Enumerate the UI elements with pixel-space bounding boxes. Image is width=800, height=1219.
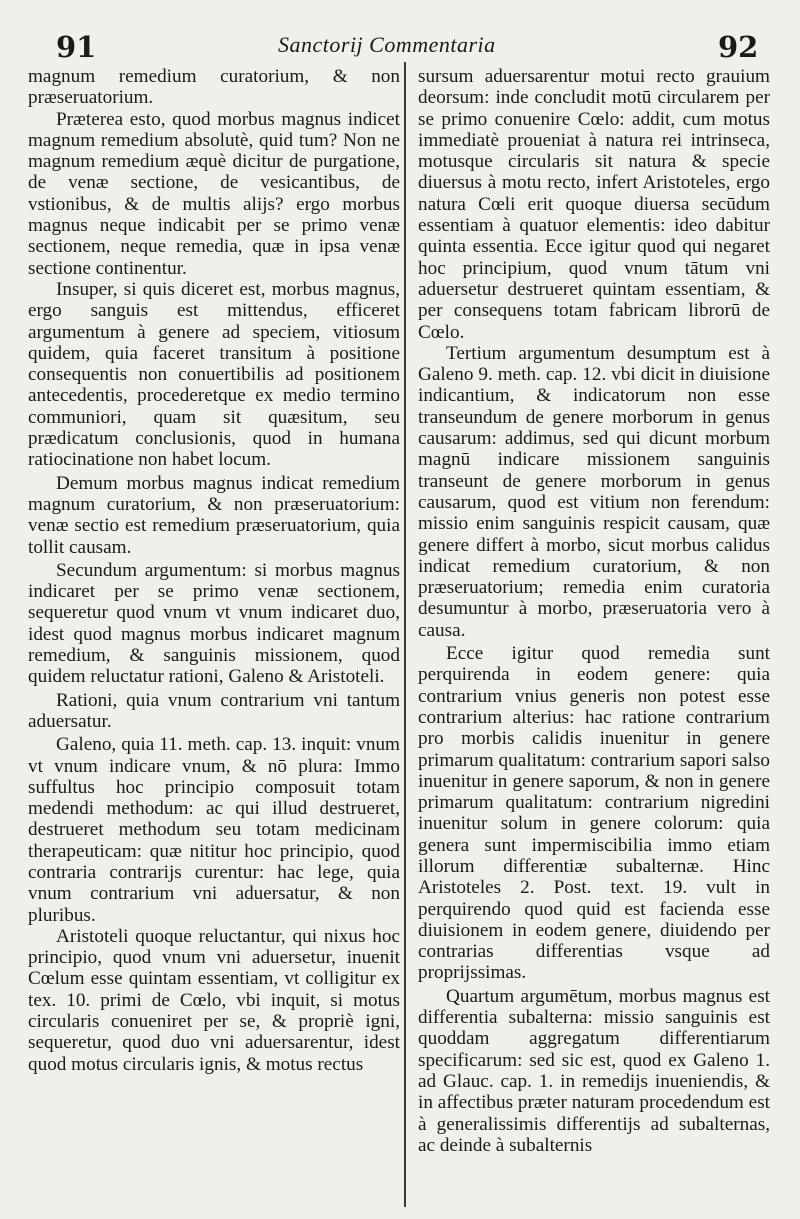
right-page-number: 92 (718, 30, 759, 64)
paragraph: sursum aduersarentur motui recto grauium deorsum: inde concludit motū circularem per se primo conuenire Cœlo: addit, cum motus immediatè proueniat à natura rei intrinseca, motusque circularis sit natura & specie diuersus à motu recto, infert Aristoteles, ergo natura Cœli erit quoque diuersa secūdum essentiam à quatuor elementis: ideo dabitur quinta essentia. Ecce igitur quod qui negaret hoc principium, quod vnum tātum vni aduersetur destrueret quintam essentiam, & per consequens totam fabricam librorū de Cœlo. (418, 66, 770, 343)
left-text-column (28, 66, 400, 1075)
paragraph: Ecce igitur quod remedia sunt perquirenda in eodem genere: quia contrarium vnius generis non potest esse contrarium alterius: hac ratione contrarium pro morbis calidis inuenitur in genere primarum qualitatum: contrarium sapori salso inuenitur in genere saporum, & non in genere primarum qualitatum: contrarium nigredini inuenitur solum in genere colorum: quia genera sunt impermiscibilia immo etiam illorum differentiæ subalternæ. Hinc Aristoteles 2. Post. text. 19. vult in perquirendo quod quid est facienda esse diuisionem in eodem genere, diuidendo per contrarias differentias vsque ad proprijssimas. (418, 643, 770, 984)
right-text-column (418, 66, 770, 1156)
paragraph: Aristoteli quoque reluctantur, qui nixus hoc principio, quod vnum vni aduersetur, inuenit Cœlum esse quintam essentiam, vt colligitur ex tex. 10. primi de Cœlo, vbi inquit, si motus circularis conueniret per se, & propriè igni, sequeretur, quod duo vni aduersarentur, idest quod motus circularis ignis, & motus rectus (28, 925, 400, 1075)
paragraph: Quartum argumētum, morbus magnus est differentia subalterna: missio sanguinis est quoddam aggregatum differentiarum specificarum: sed sic est, quod ex Galeno 1. ad Glauc. cap. 1. in remedijs inueniendis, & in affectibus præter naturam procedendum est à generalissimis differentijs ad subalternas, ac deinde à subalternis (418, 985, 770, 1156)
paragraph: Præterea esto, quod morbus magnus indicet magnum remedium absolutè, quid tum? Non ne magnum remedium æquè dicitur de purgatione, de venæ sectione, de vesicantibus, de vstionibus, & de multis alijs? ergo morbus magnus neque indicabit per se primo venæ sectionem, neque remedia, quæ in ipsa venæ sectione continentur. (28, 108, 400, 279)
paragraph: Rationi, quia vnum contrarium vni tantum aduersatur. (28, 689, 400, 732)
paragraph: Demum morbus magnus indicat remedium magnum curatorium, & non præseruatorium: venæ sectio est remedium præseruatorium, quia tollit causam. (28, 472, 400, 558)
paragraph: Tertium argumentum desumptum est à Galeno 9. meth. cap. 12. vbi dicit in diuisione indicantium, & indicatorum non esse transeundum de genere morborum in genus causarum: addimus, sed qui dicunt morbum magnū indicare missionem sanguinis transeunt de genere morborum in genus causarum, quod est vitium non ferendum: missio enim sanguinis respicit causam, quæ genere differt à morbo, sicut morbus calidus indicat remedium curatorium, & non præseruatorium; remedia enim curatoria desumuntur à morbo, præseruatoria vero à causa. (418, 342, 770, 641)
column-divider (404, 62, 406, 1207)
paragraph: Insuper, si quis diceret est, morbus magnus, ergo sanguis est mittendus, efficeret argumentum à genere ad speciem, vitiosum quidem, quia faceret transitum à positione consequentis non conuertibilis ad positionem antecedentis, procederetque ex medio termino communiori, quam sit quæsitum, seu prædicatum conclusionis, quod in humana ratiocinatione non habet locum. (28, 278, 400, 471)
paragraph: magnum remedium curatorium, & non præseruatorium. (28, 66, 400, 109)
paragraph: Galeno, quia 11. meth. cap. 13. inquit: vnum vt vnum indicare vnum, & nō plura: Immo suffultus hoc principio composuit totam medendi methodum: ac qui illud destrueret, destrueret methodum seu totam medicinam therapeuticam: quæ nititur hoc principio, quod contraria contrarijs curentur: hac lege, quia vnum contrarium vni aduersatur, & non pluribus. (28, 734, 400, 926)
left-page-number: 91 (56, 30, 97, 64)
paragraph: Secundum argumentum: si morbus magnus indicaret per se primo venæ sectionem, sequeretur quod vnum vt vnum indicaret duo, idest quod magnus morbus indicaret magnum remedium, & sanguinis missionem, quod quidem reluctatur rationi, Galeno & Aristoteli. (28, 559, 400, 688)
running-title: Sanctorij Commentaria (278, 32, 496, 57)
page-header (0, 30, 800, 64)
